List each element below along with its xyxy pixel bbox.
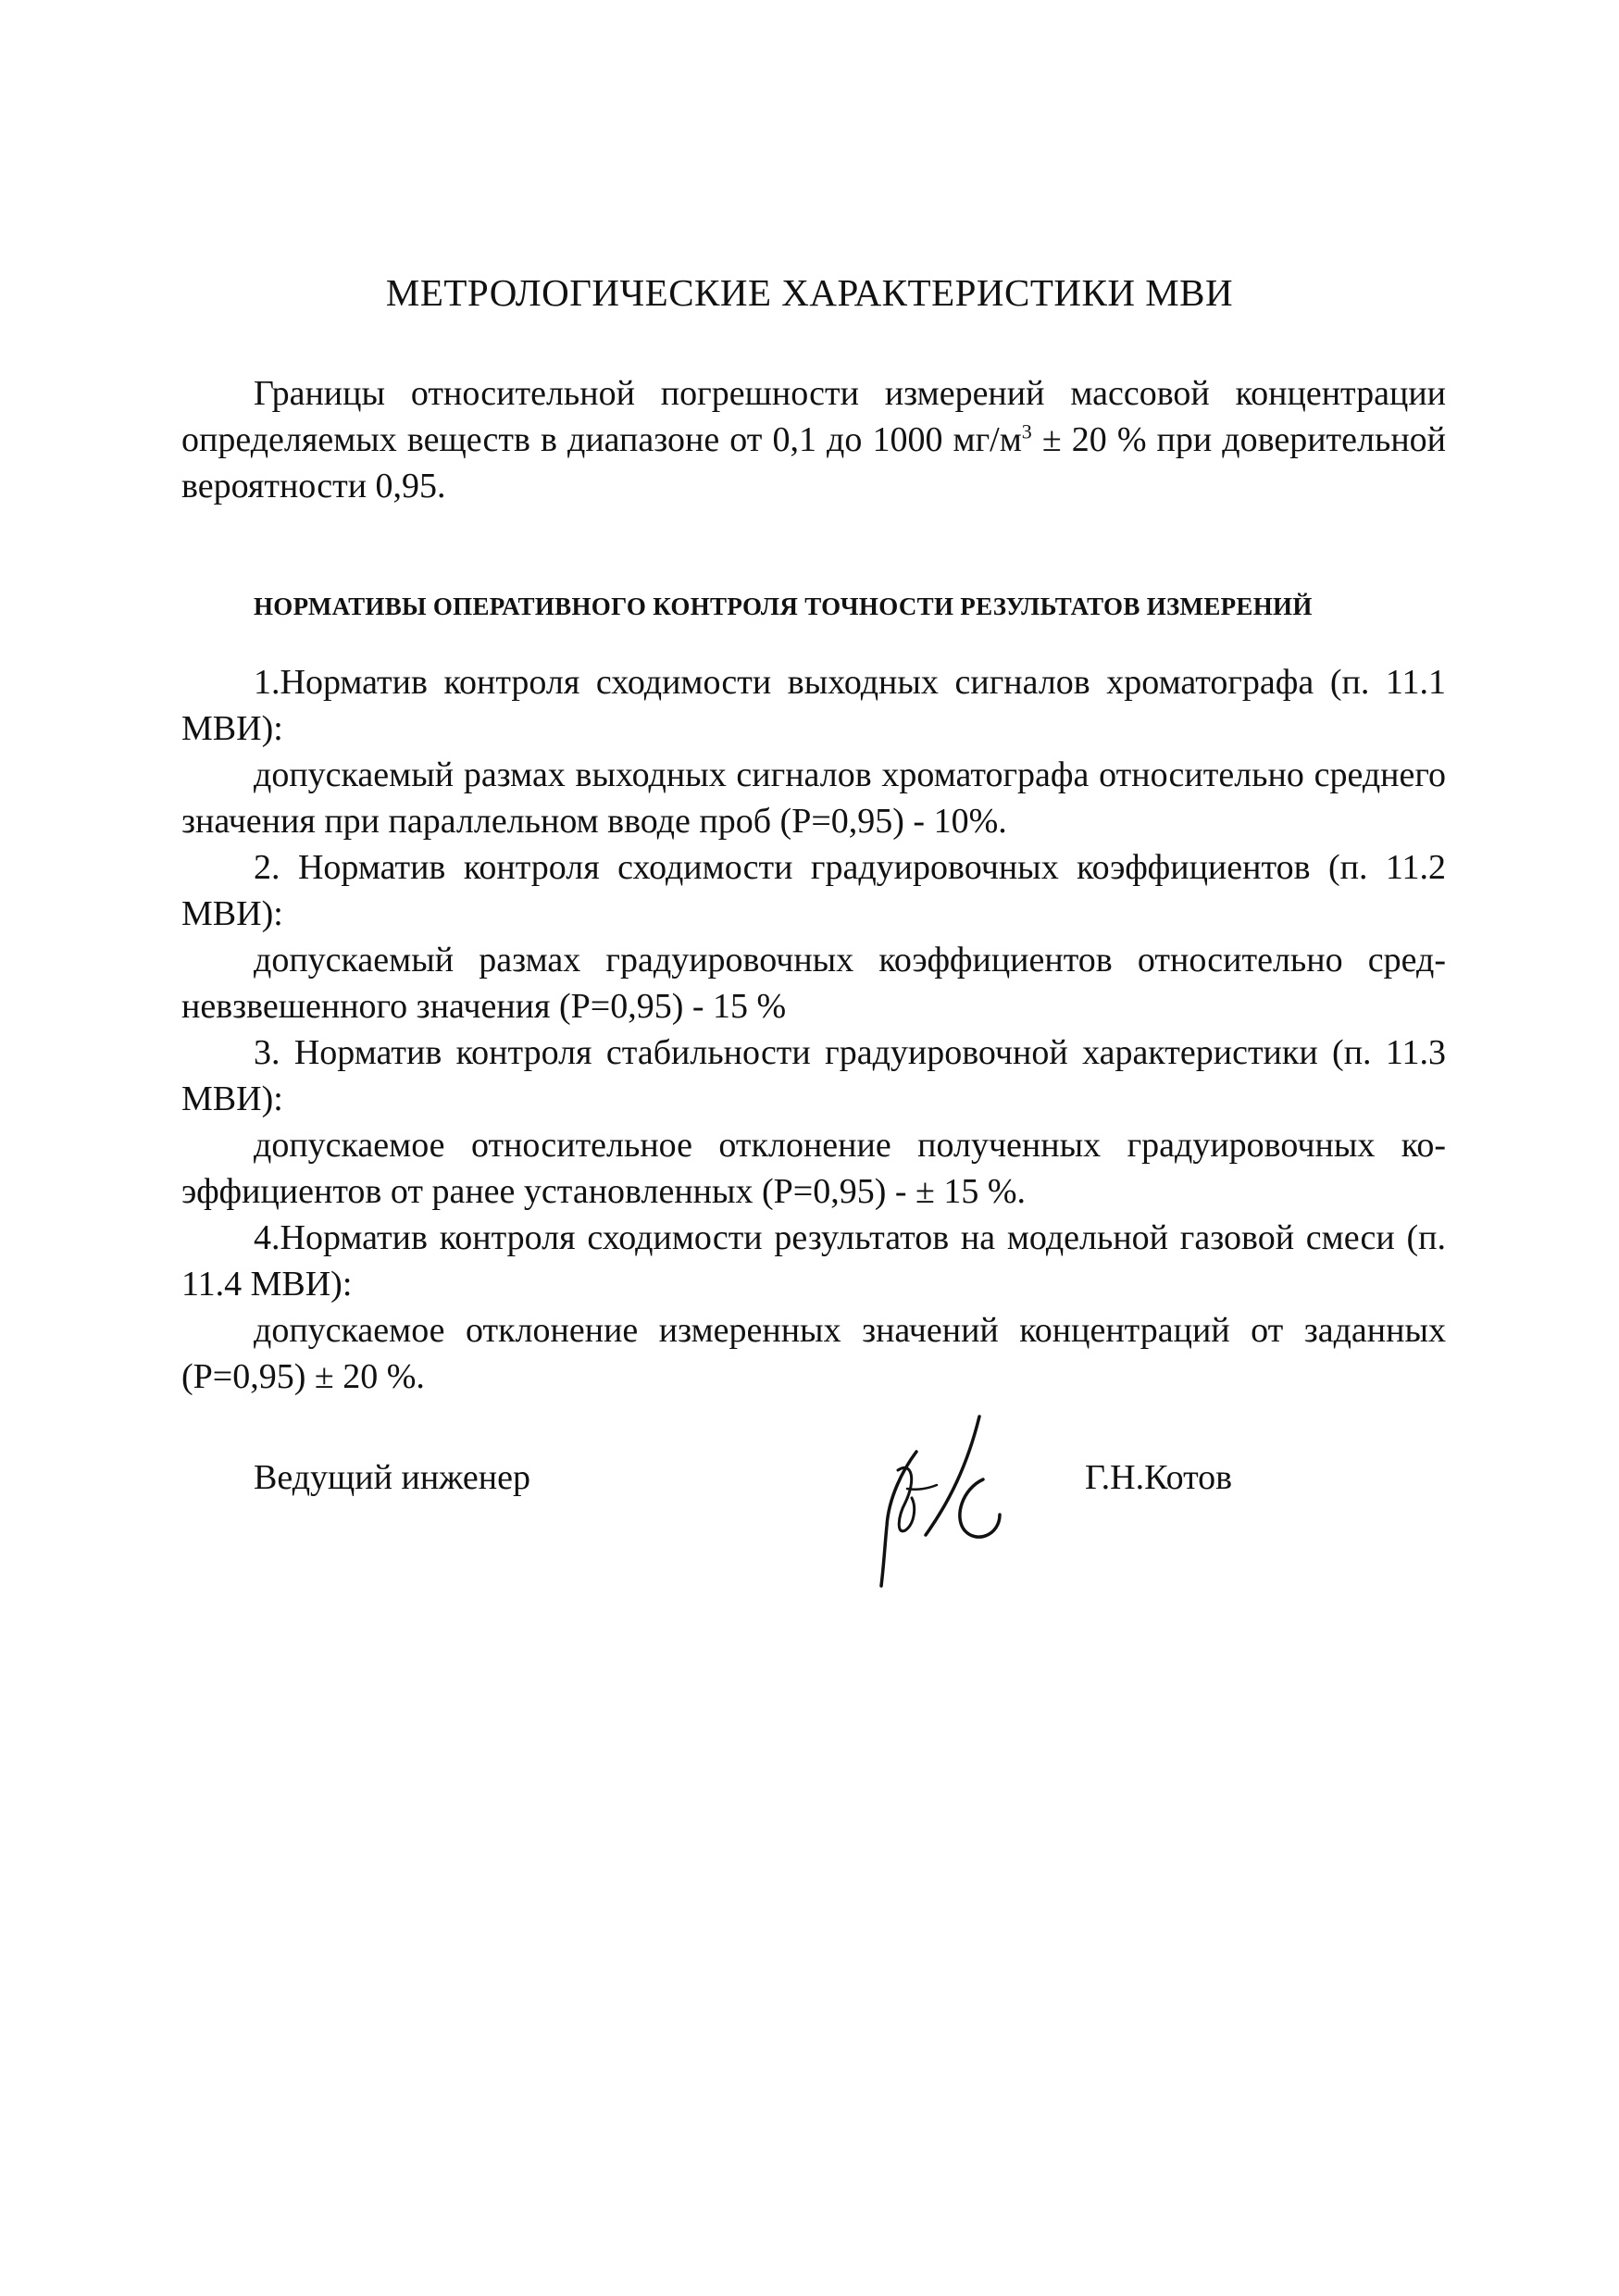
signer-role: Ведущий инженер (254, 1458, 530, 1497)
signature-block (0, 1442, 1619, 1591)
norm-detail-4: допускаемое отклонение измеренных значений концентраций от заданных (Р=0,95) ± 20 %. (181, 1311, 1446, 1396)
norm-heading-2: 2. Норматив контроля сходимости градуировочных коэффициентов (п. 11.2 МВИ): (181, 848, 1446, 933)
norm-heading-1: 1.Норматив контроля сходимости выходных сигналов хроматографа (п. 11.1 МВИ): (181, 663, 1446, 748)
norms-list (181, 659, 1446, 1400)
norm-heading-3: 3. Норматив контроля стабильности градуировочной характеристики (п. 11.3 МВИ): (181, 1033, 1446, 1118)
handwritten-signature (861, 1415, 1027, 1591)
intro-paragraph (181, 370, 1446, 509)
norm-detail-2: допускаемый размах градуировочных коэффициентов относительно средневзвешенного значения (Р=0,95) - 15 % (181, 941, 1446, 1026)
norm-detail-3: допускаемое относительное отклонение полученных градуировочных коэффициентов от ранее установленных (Р=0,95) - ± 15 %. (181, 1126, 1446, 1211)
norm-detail-1: допускаемый размах выходных сигналов хроматографа относительно среднего значения при параллельном вводе проб (Р=0,95) - 10%. (181, 755, 1446, 841)
document-title: МЕТРОЛОГИЧЕСКИЕ ХАРАКТЕРИСТИКИ МВИ (385, 271, 1234, 314)
intro-superscript: 3 (1021, 419, 1032, 443)
norm-heading-4: 4.Норматив контроля сходимости результатов на модельной газовой смеси (п. 11.4 МВИ): (181, 1218, 1446, 1304)
section-title: НОРМАТИВЫ ОПЕРАТИВНОГО КОНТРОЛЯ ТОЧНОСТИ РЕЗУЛЬТАТОВ ИЗМЕРЕНИЙ (254, 593, 1313, 620)
signer-name: Г.Н.Котов (1085, 1458, 1233, 1497)
intro-text: Границы относительной погрешности измерений массовой концентрации определяемых веществ в диапазоне от 0,1 до 1000 мг/м (181, 374, 1446, 459)
intro-text-end: ± 20 % при доверительной вероятности 0,95. (181, 420, 1446, 505)
